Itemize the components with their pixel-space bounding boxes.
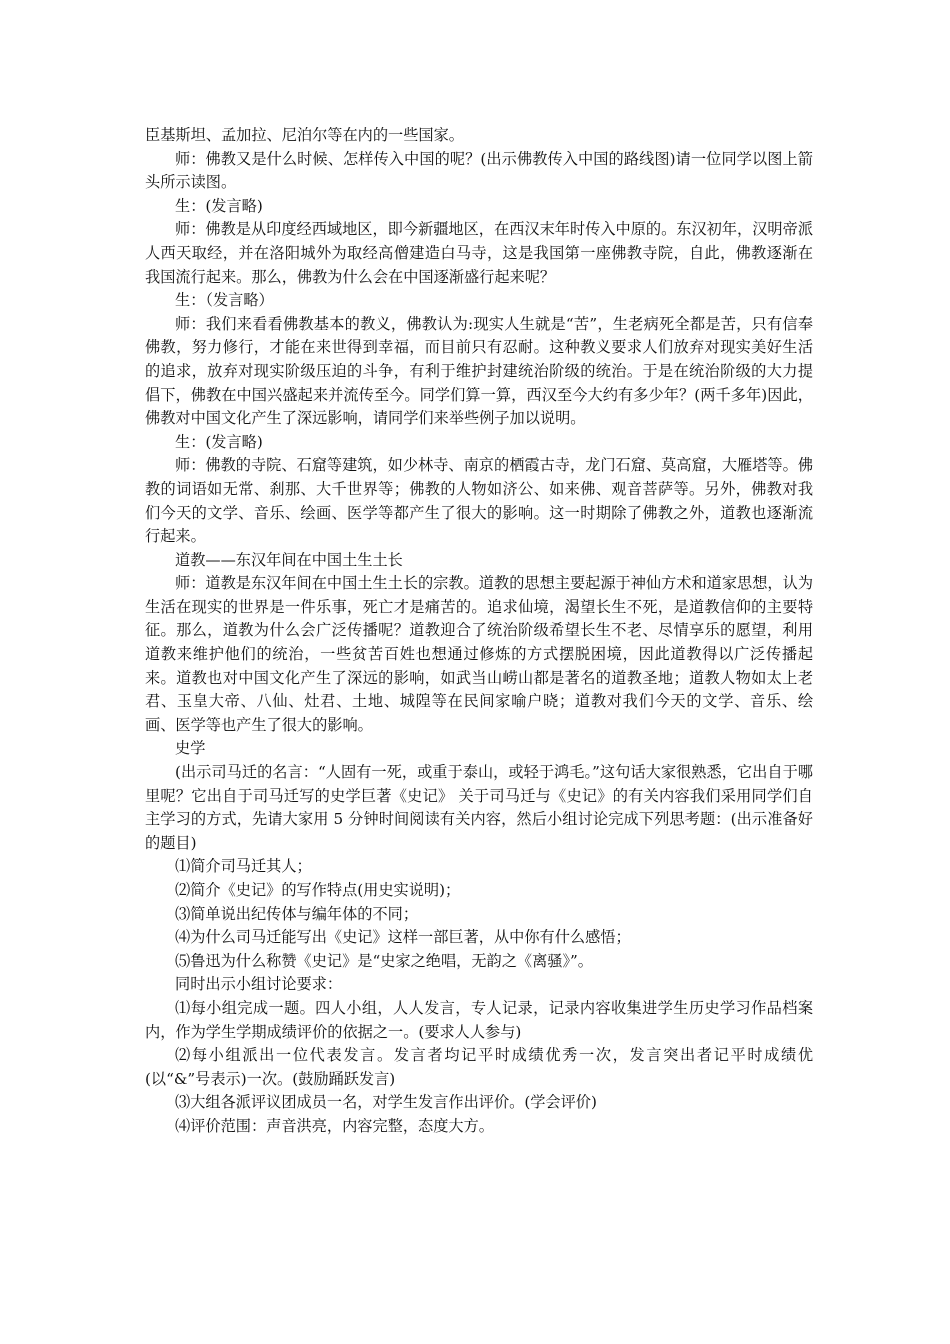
paragraph: 生：(发言略) [175,432,263,451]
list-item: ⑷为什么司马迁能写出《史记》这样一部巨著，从中你有什么感悟； [175,928,631,947]
list-item: ⑷评价范围：声音洪亮，内容完整，态度大方。 [175,1116,494,1135]
list-item: ⑶大组各派评议团成员一名，对学生发言作出评价。(学会评价) [175,1093,597,1112]
paragraph: 生：(发言略) [175,196,263,215]
section-heading: 史学 [175,739,206,758]
paragraph: 同时出示小组讨论要求： [175,975,343,994]
paragraph: 师：佛教是从印度经西域地区，即今新疆地区，在西汉末年时传入中原的。东汉初年，汉明帝派人西天取经，并在洛阳城外为取经高僧建造白马寺，这是我国第一座佛教寺院，自此，佛教逐渐在我国流行起来。那么，佛教为什么会在中国逐渐盛行起来呢？ [145,220,813,286]
paragraph: 臣基斯坦、孟加拉、尼泊尔等在内的一些国家。 [145,126,464,144]
list-item: ⑸鲁迅为什么称赞《史记》是“史家之绝唱，无韵之《离骚》”。 [175,951,593,970]
document-body [145,124,813,1139]
paragraph: 师：佛教又是什么时候、怎样传入中国的呢？(出示佛教传入中国的路线图)请一位同学以图上箭头所示读图。 [145,149,813,192]
paragraph: 师：佛教的寺院、石窟等建筑，如少林寺、南京的栖霞古寺，龙门石窟、莫高窟，大雁塔等。佛教的词语如无常、刹那、大千世界等；佛教的人物如济公、如来佛、观音菩萨等。另外，佛教对我们今天的文学、音乐、绘画、医学等都产生了很大的影响。这一时期除了佛教之外，道教也逐渐流行起来。 [145,456,813,546]
paragraph: 生：（发言略） [175,291,274,310]
list-item: ⑴简介司马迁其人； [175,857,312,876]
list-item: ⑵每小组派出一位代表发言。发言者均记平时成绩优秀一次，发言突出者记平时成绩优(以“&”号表示)一次。(鼓励踊跃发言) [145,1046,813,1088]
list-item: ⑶简单说出纪传体与编年体的不同； [175,904,418,923]
list-item: ⑴每小组完成一题。四人小组，人人发言，专人记录，记录内容收集进学生历史学习作品档案内，作为学生学期成绩评价的依据之一。(要求人人参与) [145,998,813,1041]
paragraph: 师：我们来看看佛教基本的教义，佛教认为:现实人生就是“苦”，生老病死全都是苦，只有信奉佛教，努力修行，才能在来世得到幸福，而目前只有忍耐。这种教义要求人们放弃对现实美好生活的追求，放弃对现实阶级压迫的斗争，有利于维护封建统治阶级的统治。于是在统治阶级的大力提倡下，佛教在中国兴盛起来并流传至今。同学们算一算，西汉至今大约有多少年？(两千多年)因此，佛教对中国文化产生了深远影响，请同学们来举些例子加以说明。 [145,314,813,428]
list-item: ⑵简介《史记》的写作特点(用史实说明)； [175,881,461,899]
paragraph: (出示司马迁的名言：“人固有一死，或重于泰山，或轻于鸿毛。”这句话大家很熟悉，它出自于哪里呢？它出自于司马迁写的史学巨著《史记》 关于司马迁与《史记》的有关内容我们采用同学们自主学习的方式，先请大家用 5 分钟时间阅读有关内容，然后小组讨论完成下列思考题：(出示准备好的题目) [145,763,813,852]
section-heading: 道教——东汉年间在中国土生土长 [175,550,403,569]
paragraph: 师：道教是东汉年间在中国土生土长的宗教。道教的思想主要起源于神仙方术和道家思想，认为生活在现实的世界是一件乐事，死亡才是痛苦的。追求仙境，渴望长生不死，是道教信仰的主要特征。那么，道教为什么会广泛传播呢？道教迎合了统治阶级希望长生不老、尽情享乐的愿望，利用道教来维护他们的统治，一些贫苦百姓也想通过修炼的方式摆脱困境，因此道教得以广泛传播起来。道教也对中国文化产生了深远的影响，如武当山崂山都是著名的道教圣地；道教人物如太上老君、玉皇大帝、八仙、灶君、土地、城隍等在民间家喻户晓；道教对我们今天的文学、音乐、绘画、医学等也产生了很大的影响。 [145,574,813,734]
